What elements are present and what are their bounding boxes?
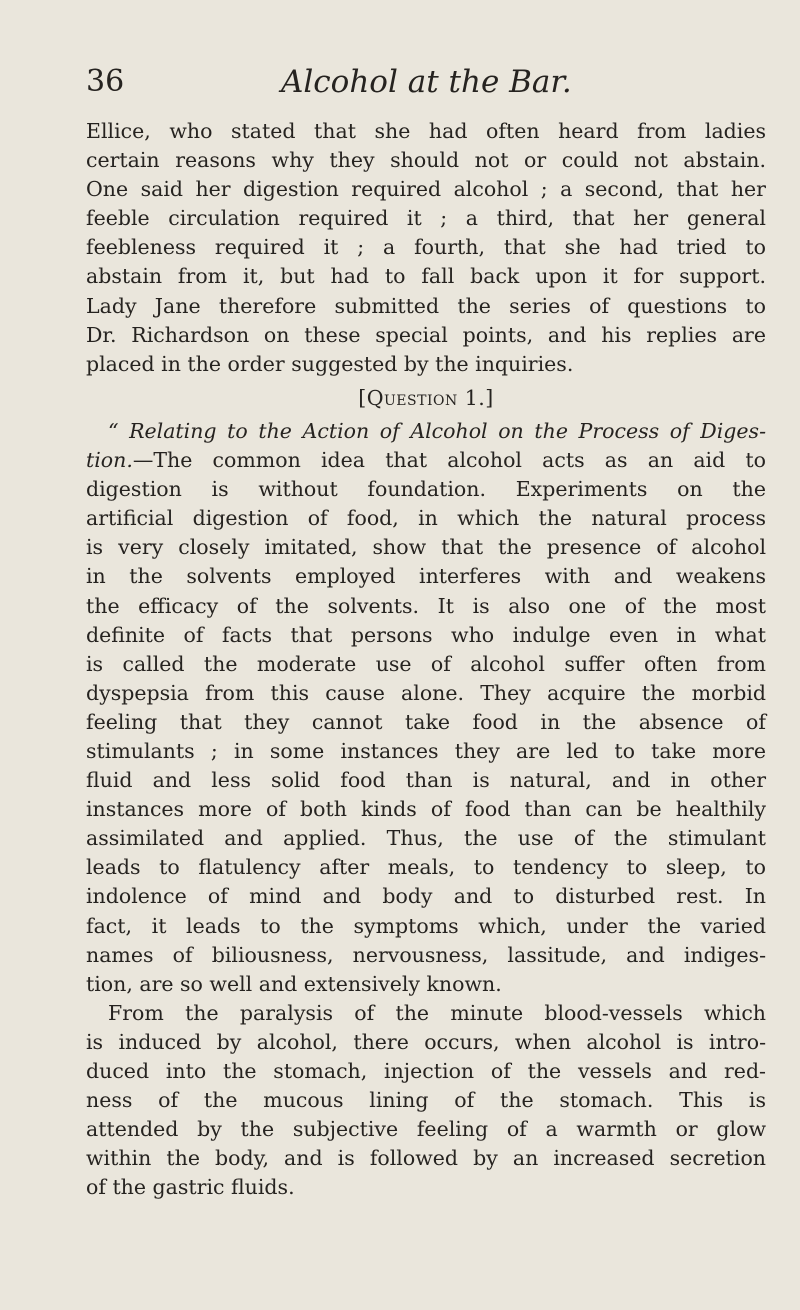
heading-open-bracket: [ xyxy=(358,385,367,410)
text-line: fluid and less solid food than is natural, and in other xyxy=(86,768,766,793)
text-line: certain reasons why they should not or could not abstain. xyxy=(86,148,766,173)
text-line: leads to flatulency after meals, to tendency to sleep, to xyxy=(86,855,766,880)
text-line: of the gastric fluids. xyxy=(86,1175,295,1200)
text-line: stimulants ; in some instances they are led to take more xyxy=(86,738,766,763)
text-line: indolence of mind and body and to disturbed rest. In xyxy=(86,884,766,909)
running-head xyxy=(86,62,766,110)
text-line: artificial digestion of food, in which the natural process xyxy=(86,506,766,531)
text-line: is induced by alcohol, there occurs, when alcohol is intro- xyxy=(86,1029,766,1054)
text-line: Lady Jane therefore submitted the series of questions to xyxy=(86,293,766,318)
text-line: abstain from it, but had to fall back upon it for support. xyxy=(86,264,766,289)
text-line: is very closely imitated, show that the presence of alcohol xyxy=(86,535,766,560)
text-line: feebleness required it ; a fourth, that she had tried to xyxy=(86,235,766,260)
text-line: fact, it leads to the symptoms which, under the varied xyxy=(86,913,766,938)
text-line: assimilated and applied. Thus, the use of the stimulant xyxy=(86,826,766,851)
text-line: in the solvents employed interferes with and weakens xyxy=(86,564,766,589)
question-heading xyxy=(86,384,766,413)
text-line: attended by the subjective feeling of a warmth or glow xyxy=(86,1117,766,1142)
page-number: 36 xyxy=(86,64,125,99)
italic-lead-line: “ Relating to the Action of Alcohol on the Process of Diges- xyxy=(108,418,766,443)
body-text xyxy=(86,117,766,1202)
text-line xyxy=(86,446,766,475)
text-line: feeling that they cannot take food in the absence of xyxy=(86,709,766,734)
heading-label: Question xyxy=(366,385,458,410)
text-line: duced into the stomach, injection of the vessels and red- xyxy=(86,1059,766,1083)
text-line: within the body, and is followed by an increased secretion xyxy=(86,1146,766,1171)
text-line: placed in the order suggested by the inquiries. xyxy=(86,351,574,376)
text-line: the efficacy of the solvents. It is also one of the most xyxy=(86,593,766,618)
paragraph-physiology xyxy=(86,999,766,1203)
text-line: instances more of both kinds of food than can be healthily xyxy=(86,797,766,822)
text-line: tion, are so well and extensively known. xyxy=(86,971,502,996)
text-line: From the paralysis of the minute blood-vessels which xyxy=(108,1000,766,1025)
line-rest: —The common idea that alcohol acts as an aid to xyxy=(132,448,766,473)
text-line: Dr. Richardson on these special points, and his replies are xyxy=(86,322,766,347)
paragraph-answer xyxy=(86,417,766,999)
running-title: Alcohol at the Bar. xyxy=(281,64,572,100)
italic-lead-end: tion. xyxy=(86,448,133,473)
heading-number: 1.] xyxy=(464,385,494,410)
text-line: names of biliousness, nervousness, lassitude, and indiges- xyxy=(86,942,766,967)
paragraph-intro xyxy=(86,117,766,379)
text-line: definite of facts that persons who indulge even in what xyxy=(86,622,766,647)
text-line: digestion is without foundation. Experiments on the xyxy=(86,477,766,502)
text-line: feeble circulation required it ; a third, that her general xyxy=(86,206,766,231)
text-line: Ellice, who stated that she had often heard from ladies xyxy=(86,119,766,143)
text-line: One said her digestion required alcohol ; a second, that her xyxy=(86,177,766,202)
text-line: is called the moderate use of alcohol suffer often from xyxy=(86,651,766,676)
text-line: ness of the mucous lining of the stomach. This is xyxy=(86,1088,766,1113)
text-line: dyspepsia from this cause alone. They acquire the morbid xyxy=(86,680,766,705)
